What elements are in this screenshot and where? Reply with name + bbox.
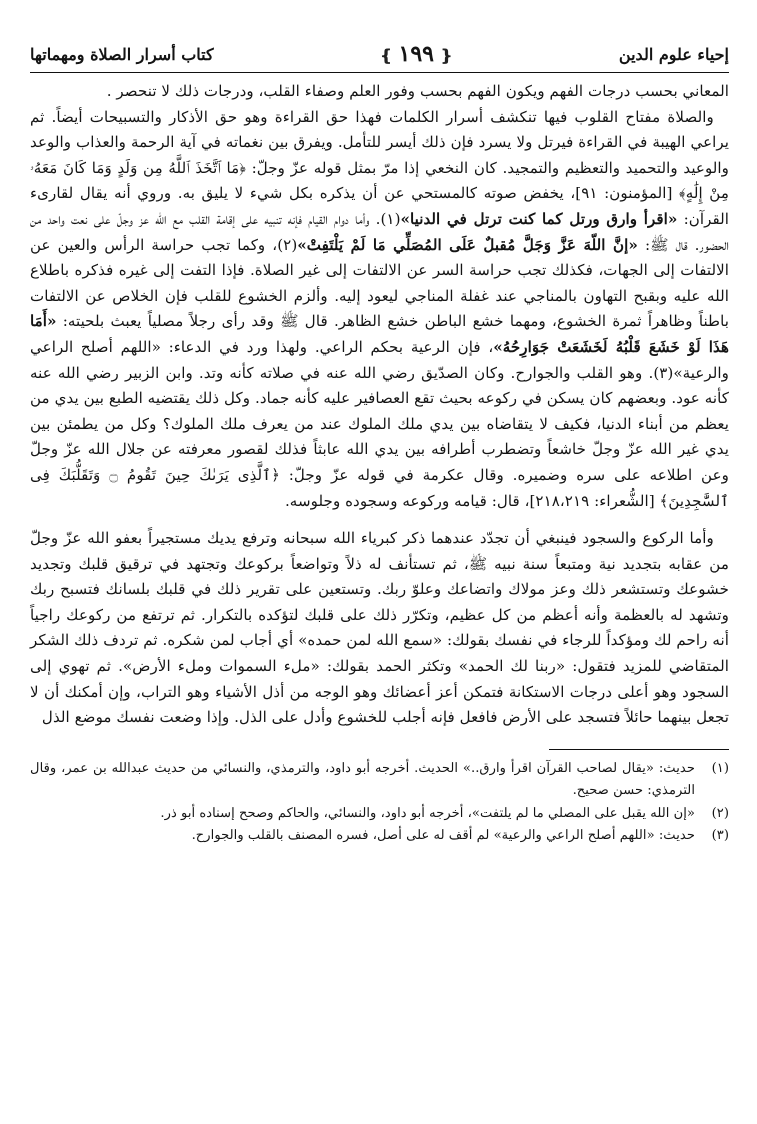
page-number: ١٩٩ bbox=[398, 41, 434, 67]
footnote-number: (٢) bbox=[711, 805, 729, 821]
paragraph: المعاني بحسب درجات الفهم ويكون الفهم بحسب وفور العلم وصفاء القلب، ودرجات ذلك لا تنحصر . bbox=[106, 82, 729, 100]
text-run: وأما الركوع والسجود فينبغي أن تجدّد عندهما ذكر كبرياء الله سبحانه وترفع يديك مستجيراً بعفو الله عزّ وجلّ من عقابه بتجديد نية ومتبعاً سنة نبيه ﷺ، ثم تستأنف له ذلاً وتواضعاً بركوعك وتجتهد في ترقيق قلبك وتجديد خشوعك وتستشعر ذلك وعز مولاك واتضاعك وعلوّ ربك. وتستعين على تقرير ذلك في قلبك بلسانك فتسبح ربك وتشهد له بالعظمة وأنه أعظم من كل عظيم، وتكرّر ذلك على قلبك لتؤكده بالتكرار. ثم ترتفع من ركوعك راجياً أنه راحم لك ومؤكداً للرجاء في نفسك بقولك: «سمع الله لمن حمده» أي أجاب لمن شكره. ثم تردف ذلك الشكر المتقاضي للمزيد فتقول: «ربنا لك الحمد» وتكثر الحمد بقولك: «ملء السموات وملء الأرض». ثم تهوي إلى السجود وهو أعلى درجات الاستكانة فتمكن أعز أعضائك وهو الوجه من أذل الأشياء وهو التراب، وإن أمكنك أن لا تجعل بينهما حائلاً فتسجد على الأرض فافعل فإنه أجلب للخشوع وأدل على الذل. وإذا وضعت نفسك موضع الذل bbox=[30, 529, 729, 727]
text-run: (٢)، وكما تجب حراسة الرأس والعين عن الالتفات إلى الجهات، فكذلك تجب حراسة السر عن الالتفات إلى غير الصلاة. فإذا التفت إلى غيره فذكره باطلاع الله عليه وبقبح التهاون بالمناجي عند غفلة المناجي ليعود إليه. وألزم الخشوع للقلب فإن الخلاص عن الالتفات باطناً وظاهراً ثمرة الخشوع، ومهما خشع الباطن خشع الظاهر. قال ﷺ وقد رأى رجلاً مصلياً يعبث بلحيته: bbox=[30, 235, 729, 331]
book-title: إحياء علوم الدين bbox=[618, 44, 729, 64]
text-run: (١). وأما دوام القيام فإنه تنبيه على إقامة القلب مع الله عز وجلّ على نعت واحد من الحضور. قال ﷺ: bbox=[30, 209, 730, 254]
footnotes bbox=[30, 758, 729, 848]
hadith-quote: «إنَّ اللّهَ عَزَّ وَجَلَّ مُقبلٌ عَلَى المُصَلِّي مَا لَمْ يَلْتَفِتْ» bbox=[297, 235, 638, 254]
text-run: ، فإن الرعية بحكم الراعي. ولهذا ورد في الدعاء: «اللهم أصلح الراعي والرعية»(٣). وهو القلب والجوارح. وكان الصدّيق رضي الله عنه في صلاته كأنه وتد. وابن الزبير رضي الله عنه كأنه عود. وبعضهم كان يسكن في ركوعه بحيث تقع العصافير عليه كأنه جماد. وكل ذلك يقتضيه الطبع بين يدي من يعظم من أبناء الدنيا، فكيف لا يتقاضاه بين يدي ملك الملوك عند من يعرف ملك الملوك؟ وكل من يطمئن بين يدي غير الله عزّ وجلّ خاشعاً وتضطرب أطرافه بين يدي الله عابثاً فذلك لقصور معرفته عن جلال الله عزّ وجلّ وعن اطلاعه على سره وضميره. وقال عكرمة في قوله عزّ وجلّ: bbox=[30, 337, 729, 484]
footnote bbox=[30, 758, 729, 803]
text-run: والصلاة مفتاح القلوب فيها تنكشف أسرار الكلمات فهذا حق القراءة وهو حق الأذكار والتسبيحات أيضاً. ثم يراعي الهيبة في القراءة فيرتل ولا يسرد فإن ذلك أيسر للتأمل. ويفرق بين نغماته في آية الرحمة والعذاب والوعد والوعيد والتحميد والتعظيم والتمجيد. كان النخعي إذا مرّ بمثل قوله عزّ وجلّ: bbox=[30, 107, 729, 177]
text-run: [المؤمنون: ٩١]، يخفض صوته كالمستحي عن أن يذكره بكل شيء لا يليق به. وروي أنه يقال لقارىء القرآن: bbox=[30, 184, 730, 228]
paragraph bbox=[30, 526, 729, 731]
ornament-right-icon: ❴ bbox=[439, 46, 453, 65]
page-header bbox=[30, 36, 729, 73]
paragraph bbox=[30, 105, 729, 515]
page-number-wrap bbox=[380, 41, 453, 67]
footnote-text: «إن الله يقبل على المصلي ما لم يلتفت»، أخرجه أبو داود، والنسائي، والحاكم وصحح إسناده أبو ذر. bbox=[160, 805, 695, 821]
ornament-left-icon: ❵ bbox=[379, 46, 393, 65]
footnote-text: حديث: «اللهم أصلح الراعي والرعية» لم أقف له على أصل، فسره المصنف بالقلب والجوارح. bbox=[191, 828, 695, 844]
chapter-title: كتاب أسرار الصلاة ومهماتها bbox=[30, 44, 214, 64]
footnote bbox=[30, 803, 729, 826]
footnote-number: (١) bbox=[711, 760, 729, 776]
quran-verse: ﴿مَا ٱتَّخَذَ ٱللَّهُ مِن وَلَدٍ وَمَا كَانَ مَعَهُۥ مِنْ إِلَٰهٍ﴾ bbox=[30, 158, 729, 203]
text-run: [الشُّعراء: ٢١٨،٢١٩]، قال: قيامه وركوعه وسجوده وجلوسه. bbox=[284, 491, 660, 510]
footnote-text: حديث: «يقال لصاحب القرآن اقرأ وارق..» الحديث. أخرجه أبو داود، والترمذي، والنسائي من حديث عبدالله بن عمر، وقال الترمذي: حسن صحيح. bbox=[30, 760, 695, 799]
footnote-number: (٣) bbox=[711, 828, 729, 844]
footnote bbox=[30, 825, 729, 848]
hadith-quote: «أَمَا هَذَا لَوْ خَشَعَ قَلْبُهُ لَخَشَعَتْ جَوَارِحُهُ» bbox=[30, 312, 729, 356]
main-text bbox=[30, 79, 729, 731]
hadith-quote: «اقرأ وارق ورتل كما كنت ترتل في الدنيا» bbox=[400, 209, 678, 228]
footnote-separator bbox=[549, 749, 729, 750]
quran-verse: ﴿ٱلَّذِى يَرَىٰكَ حِينَ تَقُومُ ۝ وَتَقَلُّبَكَ فِى ٱلسَّٰجِدِينَ﴾ bbox=[30, 465, 729, 510]
